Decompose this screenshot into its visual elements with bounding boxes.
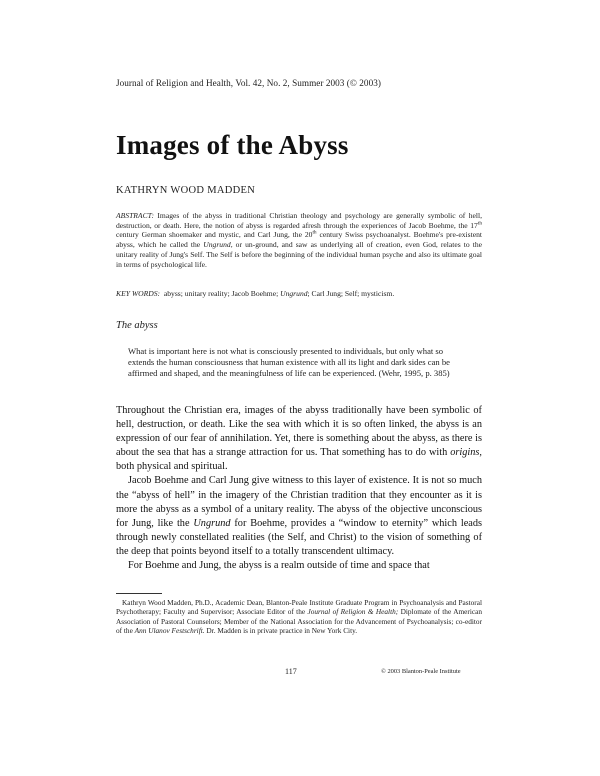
epigraph: What is important here is not what is consciously presented to individuals, but only what so extends the human consciousness that human existence with all its light and dark sides can be affirmed and shaped, and the meaningfulness of life can be experienced. (Wehr, 1995, p. 385) — [128, 346, 450, 378]
keywords-term: Ungrund — [280, 289, 308, 298]
footnote-text-2: Diplomate of the American Association of Pastoral Counselors; Member of the National Association for the Advancement of Psychoanalysis; co-editor of the — [116, 607, 482, 635]
body-paragraph-2 — [116, 474, 482, 559]
keywords-list-post: ; Carl Jung; Self; mysticism. — [307, 289, 395, 298]
article-title: Images of the Abyss — [116, 130, 349, 160]
keywords-list-pre: abyss; unitary reality; Jacob Boehme; — [163, 289, 279, 298]
journal-citation: Journal of Religion and Health, Vol. 42, No. 2, Summer 2003 (© 2003) — [116, 78, 381, 88]
body-text — [116, 404, 482, 573]
keywords — [116, 289, 496, 298]
page-number: 117 — [285, 667, 297, 676]
abstract-text-3: century Swiss psychoanalyst. Boehme's pre-existent abyss, which he called the — [116, 230, 482, 250]
abstract-text-2: century German shoemaker and mystic, and Carl Jung, the 20 — [116, 230, 313, 240]
body-p2-text: Jacob Boehme and Carl Jung give witness to this layer of existence. It is not so much the “abyss of hell” in the imagery of the Christian tradition that they encounter as it is more the abyss as a symbol of a unitary reality. The abyss of the objective unconscious for Jung, like the — [116, 475, 482, 529]
body-paragraph-1 — [116, 404, 482, 474]
body-p1-italic: origins, — [450, 447, 482, 459]
body-p2-text-end: for Boehme, provides a “window to eternity” which leads through newly constellated realities (the Self, and Christ) to the vision of something of the deep that points beyond itself to a totally transcendent ultimacy. — [116, 517, 482, 557]
body-p2-italic: Ungrund — [193, 517, 231, 529]
footnote-text-3: Dr. Madden is in private practice in New York City. — [206, 625, 358, 635]
abstract — [116, 211, 482, 269]
body-paragraph-3: For Boehme and Jung, the abyss is a realm outside of time and space that — [128, 560, 430, 572]
abstract-text-1: Images of the abyss in traditional Christian theology and psychology are generally symbolic of hell, destruction, or death. Here, the notion of abyss is regarded afresh through the experiences of Jacob Boehme, the 17 — [116, 211, 483, 230]
footnote-text-1: Kathryn Wood Madden, Ph.D., Academic Dean, Blanton-Peale Institute Graduate Program in Psychoanalysis and Pastoral Psychotherapy; Faculty and Supervisor; Associate Editor of the — [116, 598, 482, 617]
abstract-text-4: or un-ground, and saw as underlying all of creation, even God, relates to the unitary reality of Jung's Self. The Self is before the beginning of the individual human psyche and also its ultimate goal in terms of psychological life. — [116, 240, 483, 269]
keywords-label: KEY WORDS: — [116, 289, 161, 298]
section-heading: The abyss — [116, 320, 158, 331]
footnote-journal: Journal of Religion & Health; — [307, 607, 399, 617]
author-footnote — [116, 598, 482, 635]
body-p1-text: Throughout the Christian era, images of the abyss traditionally have been symbolic of hell, destruction, or death. Like the sea with which it is so often linked, the abyss is an expression of our fear of annihilation. Yet, there is something about the abyss, as there is about the sea that has a strange attraction for us. That something has to do with — [116, 405, 482, 459]
abstract-sup-1: th — [477, 220, 482, 227]
body-p1-text-end: both physical and spiritual. — [116, 461, 228, 473]
copyright-notice: © 2003 Blanton-Peale Institute — [381, 668, 461, 675]
abstract-label: ABSTRACT: — [116, 211, 154, 220]
author-name: KATHRYN WOOD MADDEN — [116, 185, 256, 196]
abstract-sup-2: th — [312, 229, 317, 236]
footnote-divider — [116, 593, 162, 594]
footnote-festschrift: Ann Ulanov Festschrift. — [134, 625, 205, 635]
abstract-term: Ungrund, — [203, 240, 233, 250]
